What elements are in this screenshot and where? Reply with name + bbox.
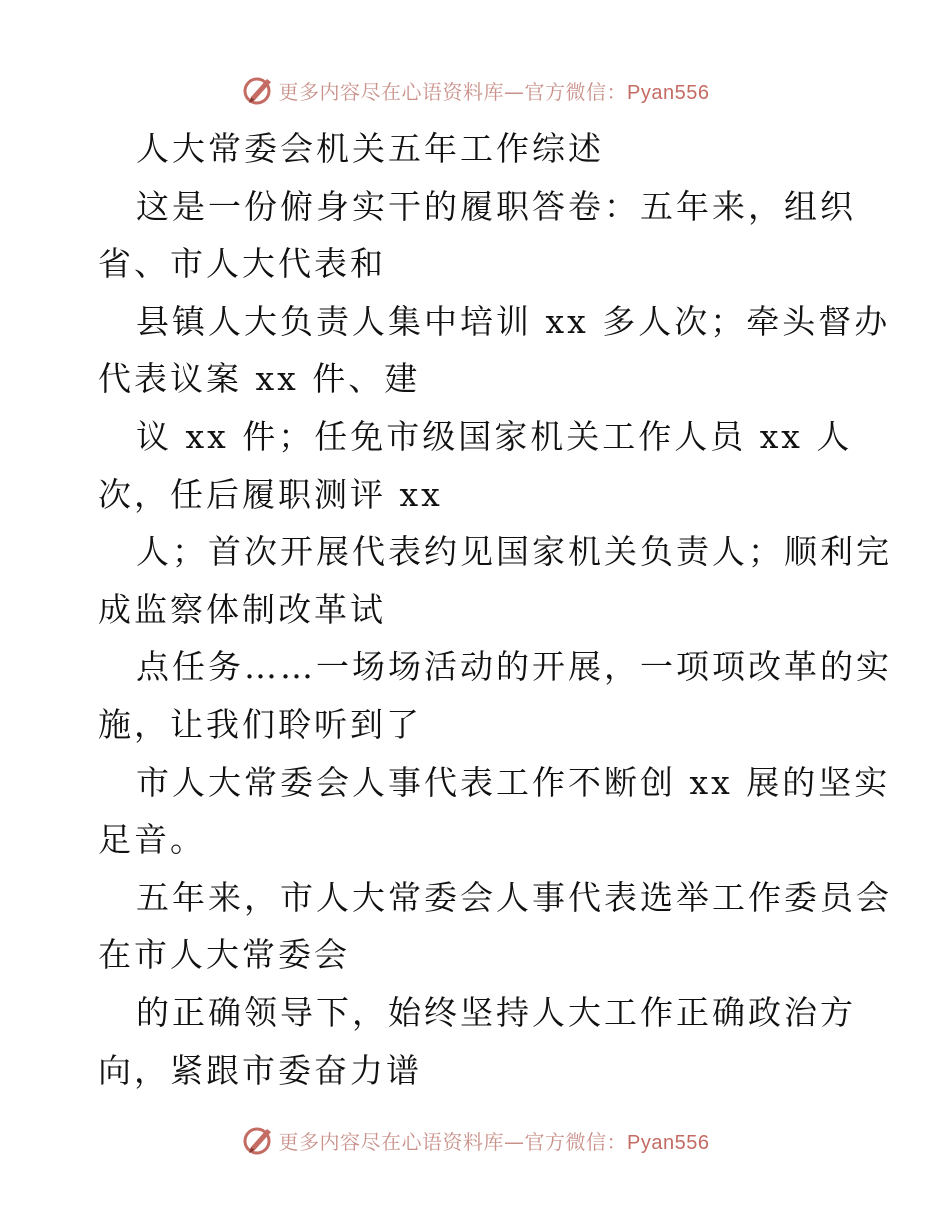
- footer-watermark: [0, 1120, 950, 1160]
- text-line: 省、市人大代表和: [98, 244, 386, 284]
- text-line: 成监察体制改革试: [98, 589, 386, 629]
- watermark-text: 更多内容尽在心语资料库—官方微信：Pyan556: [278, 1129, 710, 1154]
- text-line: 五年来，市人大常委会人事代表选举工作委员会: [136, 877, 892, 917]
- pen-logo-icon: [241, 73, 275, 107]
- text-line: 人；首次开展代表约见国家机关负责人；顺利完: [136, 532, 892, 572]
- text-line: 的正确领导下，始终坚持人大工作正确政治方: [136, 992, 856, 1032]
- text-line: 次，任后履职测评 xx: [98, 474, 443, 514]
- document-title: 人大常委会机关五年工作综述: [136, 129, 604, 168]
- text-line: 代表议案 xx 件、建: [98, 359, 421, 399]
- document-body: [98, 120, 892, 1099]
- text-line: 议 xx 件；任免市级国家机关工作人员 xx 人: [136, 416, 853, 456]
- text-line: 施，让我们聆听到了: [98, 704, 422, 744]
- header-watermark: [0, 70, 950, 110]
- pen-logo-icon: [241, 1123, 275, 1157]
- watermark-text: 更多内容尽在心语资料库—官方微信：Pyan556: [278, 79, 710, 104]
- text-line: 县镇人大负责人集中培训 xx 多人次；牵头督办: [136, 301, 891, 341]
- text-line: 点任务……一场场活动的开展，一项项改革的实: [136, 647, 892, 687]
- text-line: 市人大常委会人事代表工作不断创 xx 展的坚实: [136, 762, 891, 802]
- text-line: 向，紧跟市委奋力谱: [98, 1050, 422, 1090]
- text-line: 这是一份俯身实干的履职答卷：五年来，组织: [136, 186, 856, 226]
- text-line: 足音。: [98, 820, 206, 860]
- text-line: 在市人大常委会: [98, 935, 350, 975]
